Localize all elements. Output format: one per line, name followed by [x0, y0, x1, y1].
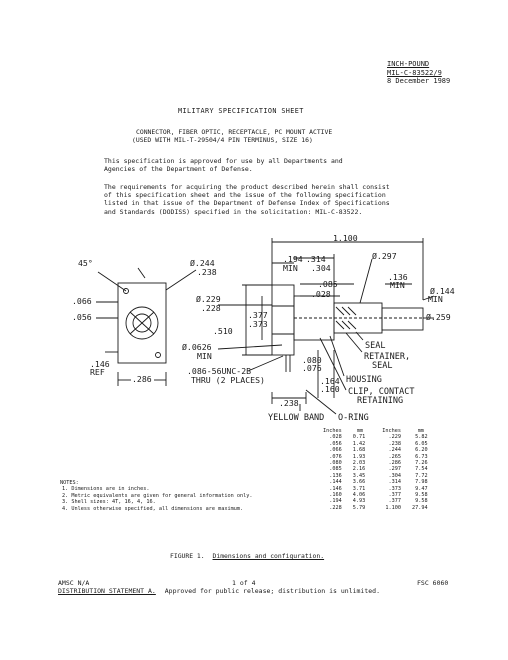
table-cell: 4.93 [352, 498, 366, 505]
figure-title: Dimensions and configuration. [212, 552, 325, 560]
table-header: Inches [323, 428, 342, 434]
label-o-ring: O-RING [338, 413, 369, 423]
table-cell: 7.26 [415, 460, 428, 467]
dim-d085: .085 [318, 279, 338, 289]
table-body [320, 434, 431, 511]
side-view-flange [272, 285, 294, 355]
dim-angle: 45° [78, 258, 93, 268]
label-housing: HOUSING [346, 375, 382, 385]
dim-min-1: MIN [283, 263, 298, 273]
notes-title: NOTES: [60, 480, 79, 486]
approval-line-1: This specification is approved for use by all Departments and [104, 157, 343, 165]
dim-d286: .286 [132, 374, 152, 384]
dim-d297: Ø.297 [372, 251, 397, 261]
table-cell: .228 [329, 504, 342, 511]
dim-d136: .136 [388, 272, 408, 282]
note-item: 1. Dimensions are in inches. [62, 486, 150, 493]
sheet-title: MILITARY SPECIFICATION SHEET [178, 107, 304, 115]
table-cell: .194 [329, 498, 342, 505]
dim-min-3: MIN [428, 294, 443, 304]
requirements-line-4: and Standards (DODISS) specified in the solicitation: MIL-C-83522. [104, 207, 363, 216]
dim-d066: .066 [72, 296, 92, 306]
label-clip-2: RETAINING [357, 396, 404, 406]
dim-d0626: Ø.0626 [182, 342, 212, 352]
dim-overall-length: 1.100 [333, 233, 358, 243]
table-cell: 9.58 [415, 492, 428, 499]
spec-date: 8 December 1989 [387, 77, 451, 85]
table-header: mm [417, 428, 424, 434]
notes-block [60, 480, 253, 512]
table-cell: .160 [329, 492, 342, 499]
dim-d229: Ø.229 [196, 294, 221, 304]
dim-d194: .194 [283, 254, 303, 264]
requirements-line-3: listed in that issue of the Department of Defense Index of Specifications [104, 199, 390, 208]
dim-d304: .304 [311, 263, 331, 273]
table-cell: .297 [388, 466, 401, 473]
table-cell: 7.72 [415, 472, 428, 479]
approval-line-2: Agencies of the Department of Defense. [104, 165, 253, 174]
table-cell: .144 [329, 479, 342, 486]
subtitle-line-2: (USED WITH MIL-T-29504/4 PIN TERMINUS, SIZE 16) [132, 136, 313, 144]
dim-d510: .510 [213, 326, 233, 336]
dim-d080: .080 [302, 355, 322, 365]
dim-d146: .146 [90, 359, 110, 369]
table-cell: .080 [329, 460, 342, 467]
table-cell: 1.68 [352, 447, 366, 454]
table-cell: .136 [329, 472, 342, 479]
label-seal: SEAL [365, 341, 386, 351]
table-header: Inches [382, 428, 401, 434]
footer-page-number: 1 of 4 [232, 579, 256, 587]
footer-distribution [58, 587, 380, 595]
table-cell: 7.54 [415, 466, 428, 473]
label-clip-1: CLIP, CONTACT [348, 387, 415, 397]
dim-d377: .377 [248, 310, 268, 320]
spec-number: MIL-C-83522/9 [387, 68, 442, 77]
label-yellow-band: YELLOW BAND [268, 413, 325, 423]
table-cell: .066 [329, 447, 342, 454]
table-row [320, 505, 431, 511]
distribution-label: DISTRIBUTION STATEMENT A. [58, 587, 156, 595]
table-cell: 7.98 [415, 479, 428, 486]
note-item: 2. Metric equivalents are given for general information only. [62, 492, 253, 499]
table-cell: 0.71 [352, 434, 366, 441]
dim-d076: .076 [302, 363, 322, 373]
table-cell: 3.71 [352, 485, 366, 492]
table-cell: 4.06 [352, 492, 366, 499]
table-cell: .373 [388, 485, 401, 492]
table-cell: 27.94 [412, 504, 428, 511]
table-cell: .056 [329, 440, 342, 447]
table-cell: .286 [388, 460, 401, 467]
dim-thread-2: THRU (2 PLACES) [191, 375, 265, 385]
table-cell: .304 [388, 472, 401, 479]
dim-d144: Ø.144 [430, 286, 455, 296]
table-cell: 6.05 [415, 440, 428, 447]
subtitle-line-1: CONNECTOR, FIBER OPTIC, RECEPTACLE, PC MOUNT ACTIVE [136, 128, 333, 136]
distribution-text: Approved for public release; distribution is unlimited. [164, 587, 380, 595]
table-cell: 9.58 [415, 498, 428, 505]
dim-d228: .228 [201, 303, 221, 313]
dim-min-4: MIN [197, 351, 212, 361]
table-cell: .229 [388, 434, 401, 441]
table-cell: .265 [388, 453, 401, 460]
table-cell: .377 [388, 492, 401, 499]
label-retainer-1: RETAINER, [364, 352, 411, 362]
table-cell: .146 [329, 485, 342, 492]
dim-ref: REF [90, 367, 105, 377]
table-cell: 1.100 [385, 504, 401, 511]
requirements-line-1: The requirements for acquiring the product described herein shall consist [104, 183, 390, 191]
label-retainer-2: SEAL [372, 361, 393, 371]
table-cell: 6.73 [415, 453, 428, 460]
dim-d244: Ø.244 [190, 258, 215, 268]
table-cell: .244 [388, 447, 401, 454]
table-cell: 2.16 [352, 466, 366, 473]
table-cell: 3.66 [352, 479, 366, 486]
table-cell: .314 [388, 479, 401, 486]
table-cell: .076 [329, 453, 342, 460]
table-cell: 5.82 [415, 434, 428, 441]
dim-thread-1: .086-56UNC-2B [187, 366, 252, 376]
table-cell: 6.20 [415, 447, 428, 454]
dim-d056: .056 [72, 312, 92, 322]
footer-amsc: AMSC N/A [58, 579, 90, 587]
table-cell: 3.45 [352, 472, 366, 479]
table-cell: 9.47 [415, 485, 428, 492]
inch-pound-label: INCH-POUND [387, 60, 430, 68]
dim-d164: .164 [320, 376, 340, 386]
table-header: mm [356, 428, 364, 434]
dim-d238: .238 [197, 267, 217, 277]
dim-d259: Ø.259 [426, 312, 451, 322]
table-cell: 1.42 [352, 440, 366, 447]
table-cell: 1.93 [352, 453, 366, 460]
dim-d028: .028 [311, 289, 331, 299]
dim-d373: .373 [248, 319, 268, 329]
table-cell: 2.03 [352, 460, 366, 467]
table-cell: 5.79 [352, 504, 366, 511]
footer-fsc: FSC 6060 [417, 579, 449, 587]
table-cell: .028 [329, 434, 342, 441]
requirements-line-2: of this specification sheet and the issue of the following specification [104, 191, 386, 200]
table-cell: .377 [388, 498, 401, 505]
dim-min-2: MIN [390, 280, 405, 290]
table-cell: .085 [329, 466, 342, 473]
dim-d238b: .238 [279, 398, 299, 408]
note-item: 4. Unless otherwise specified, all dimensions are maximum. [62, 505, 244, 512]
conversion-table [320, 428, 431, 511]
table-cell: .238 [388, 440, 401, 447]
figure-caption [170, 552, 324, 560]
figure-label: FIGURE 1. [170, 552, 205, 560]
note-item: 3. Shell sizes: 4T, 16, 4, 16. [62, 499, 156, 506]
dim-d314: .314 [306, 254, 326, 264]
dim-d160: .160 [320, 384, 340, 394]
